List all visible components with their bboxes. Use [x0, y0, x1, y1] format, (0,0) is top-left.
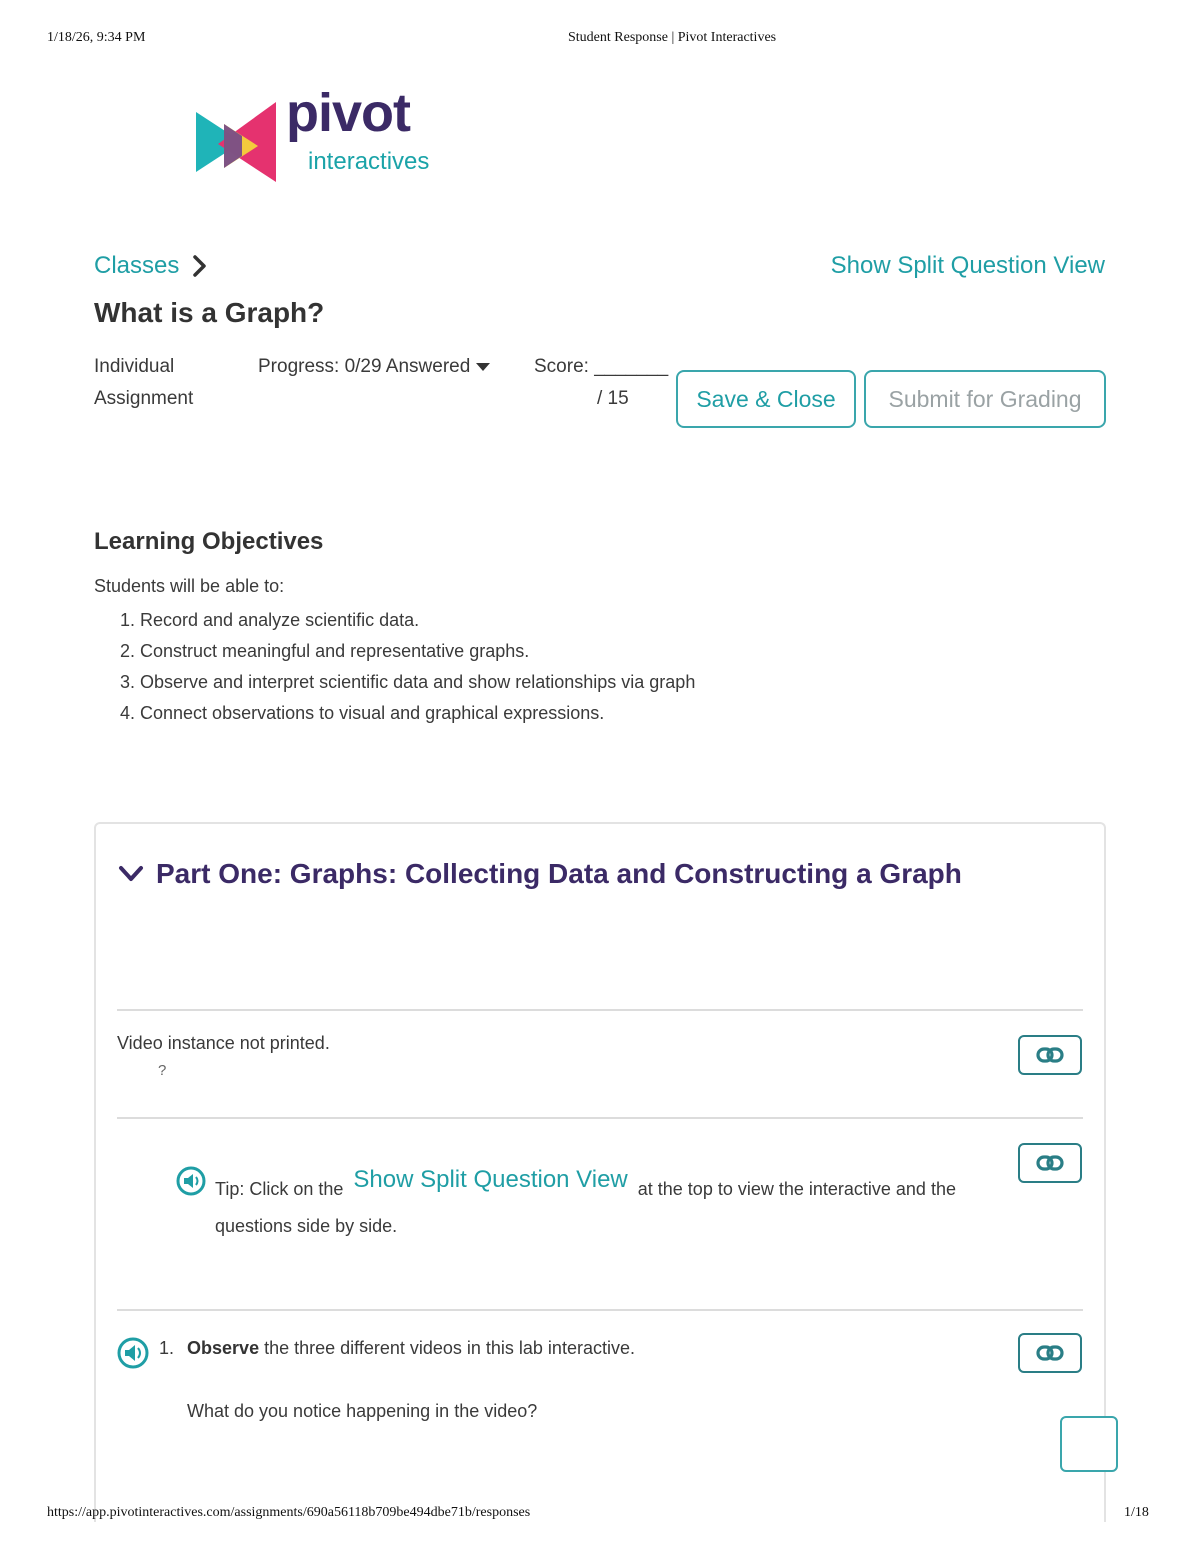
learning-objectives-list [120, 608, 695, 732]
chevron-right-icon [193, 255, 207, 277]
link-icon [1036, 1344, 1064, 1362]
tip-line1 [215, 1166, 956, 1200]
objective-item: 2. Construct meaningful and representative graphs. [120, 641, 530, 661]
learning-objectives-title: Learning Objectives [94, 528, 324, 555]
video-note-sub: ? [158, 1062, 167, 1079]
assignment-type [94, 351, 193, 415]
link-icon [1036, 1046, 1064, 1064]
logo-word: pivot [286, 83, 410, 143]
question-bold: Observe [187, 1338, 260, 1358]
objective-item: 1. Record and analyze scientific data. [120, 610, 420, 630]
divider [117, 1117, 1083, 1119]
learning-objectives-intro: Students will be able to: [94, 576, 285, 596]
link-button[interactable] [1018, 1143, 1082, 1183]
divider [117, 1009, 1083, 1011]
tip-line2: questions side by side. [215, 1216, 398, 1236]
pivot-logo [196, 83, 456, 182]
progress-text: Progress: 0/29 Answered [258, 356, 471, 377]
question-number: 1. [159, 1338, 175, 1358]
print-datetime: 1/18/26, 9:34 PM [47, 30, 146, 45]
link-button[interactable] [1018, 1035, 1082, 1075]
floating-action-button[interactable] [1060, 1416, 1118, 1472]
video-note: Video instance not printed. [117, 1033, 330, 1053]
link-icon [1036, 1154, 1064, 1172]
link-button[interactable] [1018, 1333, 1082, 1373]
objective-item: 4. Connect observations to visual and graphical expressions. [120, 703, 605, 723]
objective-item: 3. Observe and interpret scientific data and show relationships via graph [120, 672, 696, 692]
assignment-type-line1: Individual [94, 356, 175, 377]
speaker-icon[interactable] [176, 1166, 206, 1196]
question-prompt: What do you notice happening in the video? [187, 1401, 538, 1421]
submit-grading-button[interactable]: Submit for Grading [864, 370, 1106, 428]
part-one-header[interactable] [118, 858, 962, 890]
speaker-icon[interactable] [117, 1337, 149, 1369]
breadcrumb[interactable] [94, 252, 207, 280]
print-url: https://app.pivotinteractives.com/assignments/690a56118b709be494dbe71b/responses [47, 1505, 531, 1520]
print-title: Student Response | Pivot Interactives [568, 30, 777, 45]
assignment-type-line2: Assignment [94, 388, 194, 409]
tip-suffix: at the top to view the interactive and the [637, 1179, 956, 1199]
tip-prefix: Tip: Click on the [215, 1179, 344, 1199]
classes-link[interactable]: Classes [94, 252, 180, 279]
progress-dropdown[interactable] [258, 351, 490, 383]
score-label: Score: _______ [534, 356, 669, 377]
chevron-down-icon [118, 865, 144, 883]
divider [117, 1309, 1083, 1311]
question-1 [159, 1338, 635, 1359]
caret-down-icon [476, 362, 490, 372]
save-close-button[interactable]: Save & Close [676, 370, 856, 428]
logo-subtitle: interactives [308, 148, 430, 175]
part-one-title: Part One: Graphs: Collecting Data and Constructing a Graph [156, 858, 962, 889]
page-title: What is a Graph? [94, 297, 325, 328]
show-split-view-link[interactable]: Show Split Question View [830, 252, 1105, 279]
print-page-number: 1/18 [1124, 1505, 1149, 1520]
pivot-logo-mark [196, 102, 282, 182]
tip-split-view-link[interactable]: Show Split Question View [353, 1166, 628, 1193]
question-text: the three different videos in this lab interactive. [264, 1338, 635, 1358]
score-total: / 15 [597, 388, 629, 409]
